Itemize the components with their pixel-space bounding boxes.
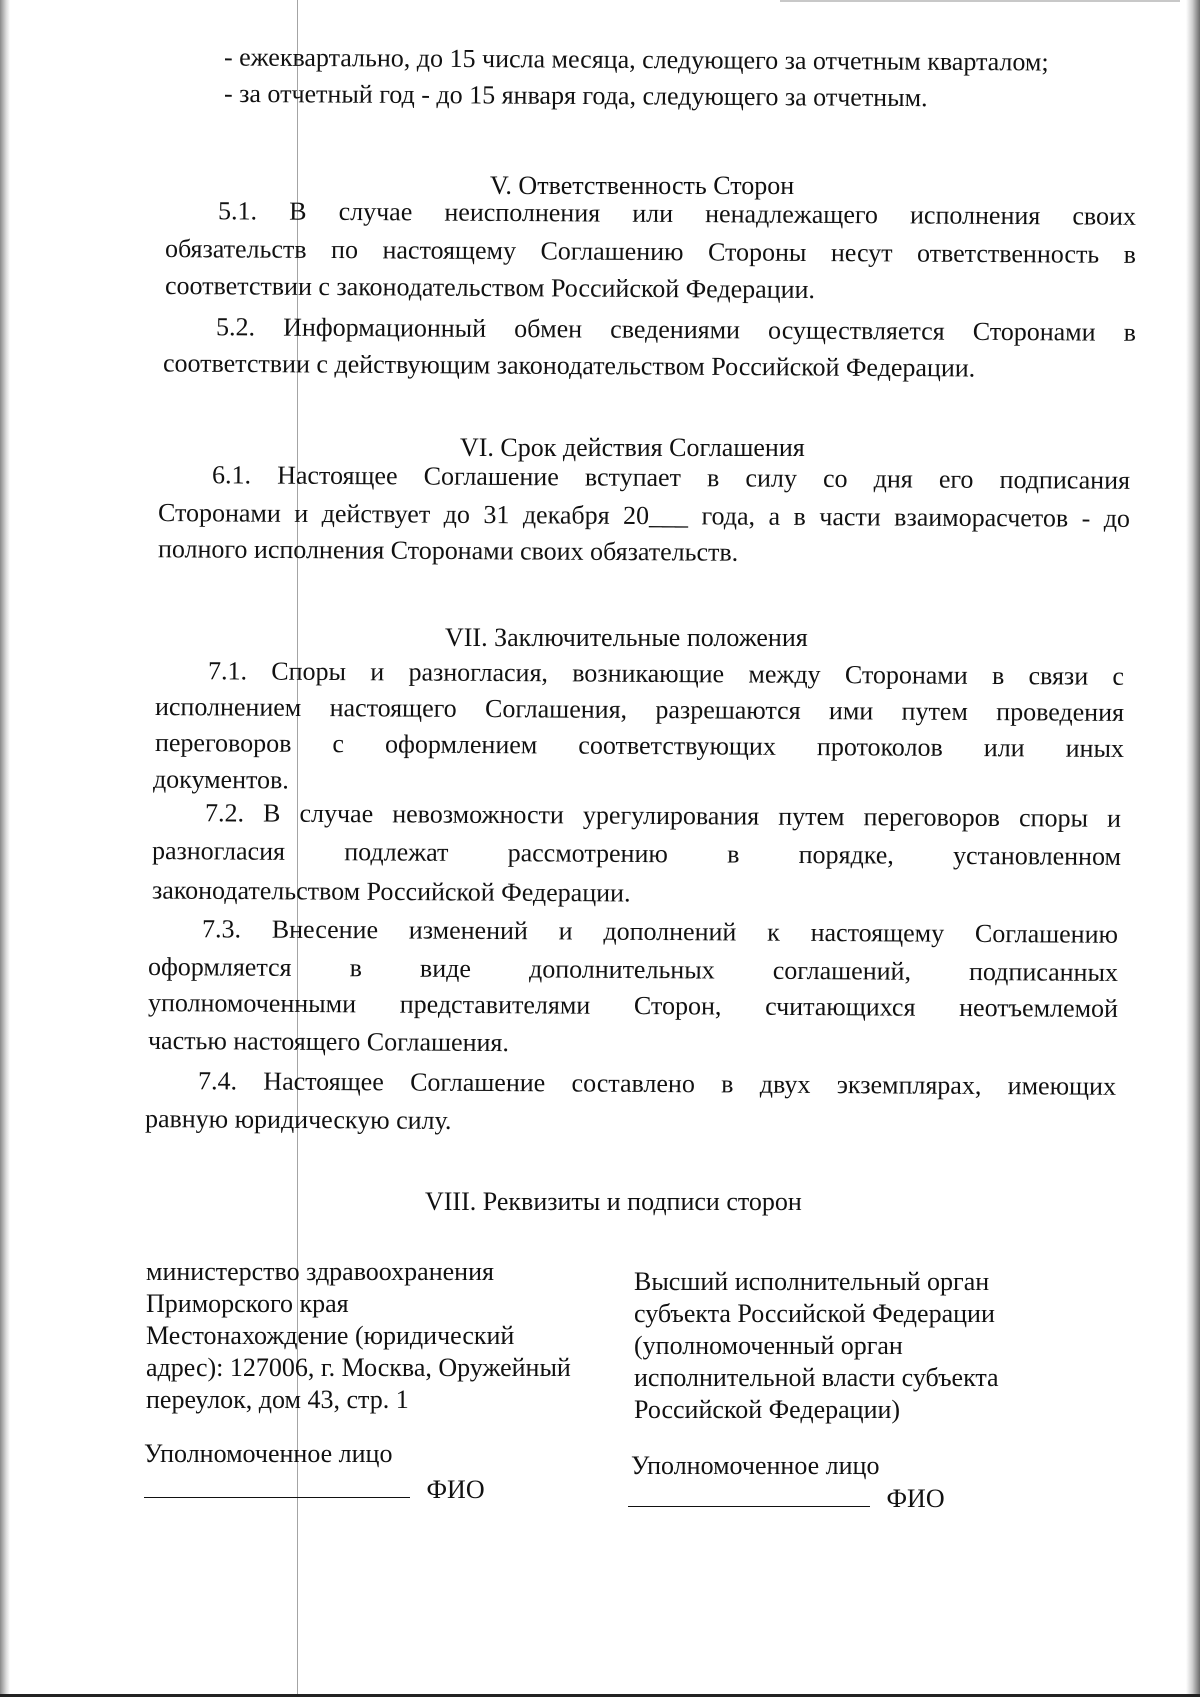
party-left-signatory-label: Уполномоченное лицо xyxy=(144,1439,393,1468)
paragraph-6-1-line-3: полного исполнения Сторонами своих обязательств. xyxy=(157,534,739,567)
party-left-fio: ФИО xyxy=(426,1475,485,1504)
paragraph-5-1-line-1: 5.1. В случае неисполнения или ненадлежащего исполнения своих xyxy=(217,196,1137,231)
paragraph-7-3-line-4: частью настоящего Соглашения. xyxy=(147,1025,509,1058)
party-right-line: (уполномоченный орган xyxy=(634,1331,903,1360)
scan-left-shadow xyxy=(0,0,10,1697)
paragraph-7-3-line-3: уполномоченными представителями Сторон, считающихся неотъемлемой xyxy=(147,988,1119,1023)
scan-right-shadow xyxy=(1186,0,1200,1697)
section-heading-8: VIII. Реквизиты и подписи сторон xyxy=(425,1187,802,1216)
party-left-line: Местонахождение (юридический xyxy=(146,1321,515,1350)
paragraph-7-1-line-1: 7.1. Споры и разногласия, возникающие между Сторонами в связи с xyxy=(207,656,1125,691)
paragraph-7-3-line-2: оформляется в виде дополнительных соглашений, подписанных xyxy=(147,952,1119,987)
party-left-signature xyxy=(144,1473,485,1506)
paragraph-7-3-line-1: 7.3. Внесение изменений и дополнений к настоящему Соглашению xyxy=(201,914,1119,949)
signature-line xyxy=(628,1482,870,1507)
schedule-quarterly: - ежеквартально, до 15 числа месяца, следующего за отчетным кварталом; xyxy=(223,42,1049,77)
scan-top-edge xyxy=(780,0,1180,2)
paragraph-5-2-line-1: 5.2. Информационный обмен сведениями осуществляется Сторонами в xyxy=(215,312,1137,347)
paragraph-7-2-line-3: законодательством Российской Федерации. xyxy=(151,875,631,908)
party-right-line: исполнительной власти субъекта xyxy=(634,1363,999,1392)
paragraph-5-1-line-2: обязательств по настоящему Соглашению Стороны несут ответственность в xyxy=(164,234,1137,269)
party-right-signatory-label: Уполномоченное лицо xyxy=(631,1451,880,1480)
section-heading-5: V. Ответственность Сторон xyxy=(490,171,795,200)
party-left-details xyxy=(146,1256,571,1416)
paragraph-7-2-line-2: разногласия подлежат рассмотрению в порядке, установленном xyxy=(151,836,1122,871)
signature-line xyxy=(144,1473,410,1498)
schedule-annual: - за отчетный год - до 15 января года, следующего за отчетным. xyxy=(223,78,928,113)
party-right-signature xyxy=(628,1482,945,1515)
paragraph-7-1-line-3: переговоров с оформлением соответствующих протоколов или иных xyxy=(154,728,1125,763)
paragraph-6-1-line-2: Сторонами и действует до 31 декабря 20___ года, а в части взаиморасчетов - до xyxy=(157,498,1131,533)
paragraph-7-2-line-1: 7.2. В случае невозможности урегулирования путем переговоров споры и xyxy=(204,798,1122,833)
paragraph-5-2-line-2: соответствии с действующим законодательством Российской Федерации. xyxy=(162,348,976,383)
paragraph-7-1-line-2: исполнением настоящего Соглашения, разрешаются ими путем проведения xyxy=(154,692,1125,727)
paragraph-6-1-line-1: 6.1. Настоящее Соглашение вступает в силу со дня его подписания xyxy=(211,460,1131,495)
paragraph-5-1-line-3: соответствии с законодательством Российской Федерации. xyxy=(164,271,816,304)
party-right-fio: ФИО xyxy=(886,1484,945,1513)
party-right-line: субъекта Российской Федерации xyxy=(634,1299,995,1328)
party-right-details xyxy=(634,1266,999,1426)
paragraph-7-1-line-4: документов. xyxy=(152,764,289,795)
party-left-line: Приморского края xyxy=(146,1289,349,1318)
paragraph-7-4-line-1: 7.4. Настоящее Соглашение составлено в двух экземплярах, имеющих xyxy=(197,1066,1117,1101)
section-heading-6: VI. Срок действия Соглашения xyxy=(460,433,805,462)
party-right-line: Российской Федерации) xyxy=(634,1395,901,1424)
party-left-line: адрес): 127006, г. Москва, Оружейный xyxy=(146,1353,571,1382)
party-right-line: Высший исполнительный орган xyxy=(634,1267,990,1296)
party-left-line: министерство здравоохранения xyxy=(146,1257,494,1286)
section-heading-7: VII. Заключительные положения xyxy=(445,623,808,652)
party-left-line: переулок, дом 43, стр. 1 xyxy=(146,1385,409,1414)
paragraph-7-4-line-2: равную юридическую силу. xyxy=(144,1104,452,1135)
